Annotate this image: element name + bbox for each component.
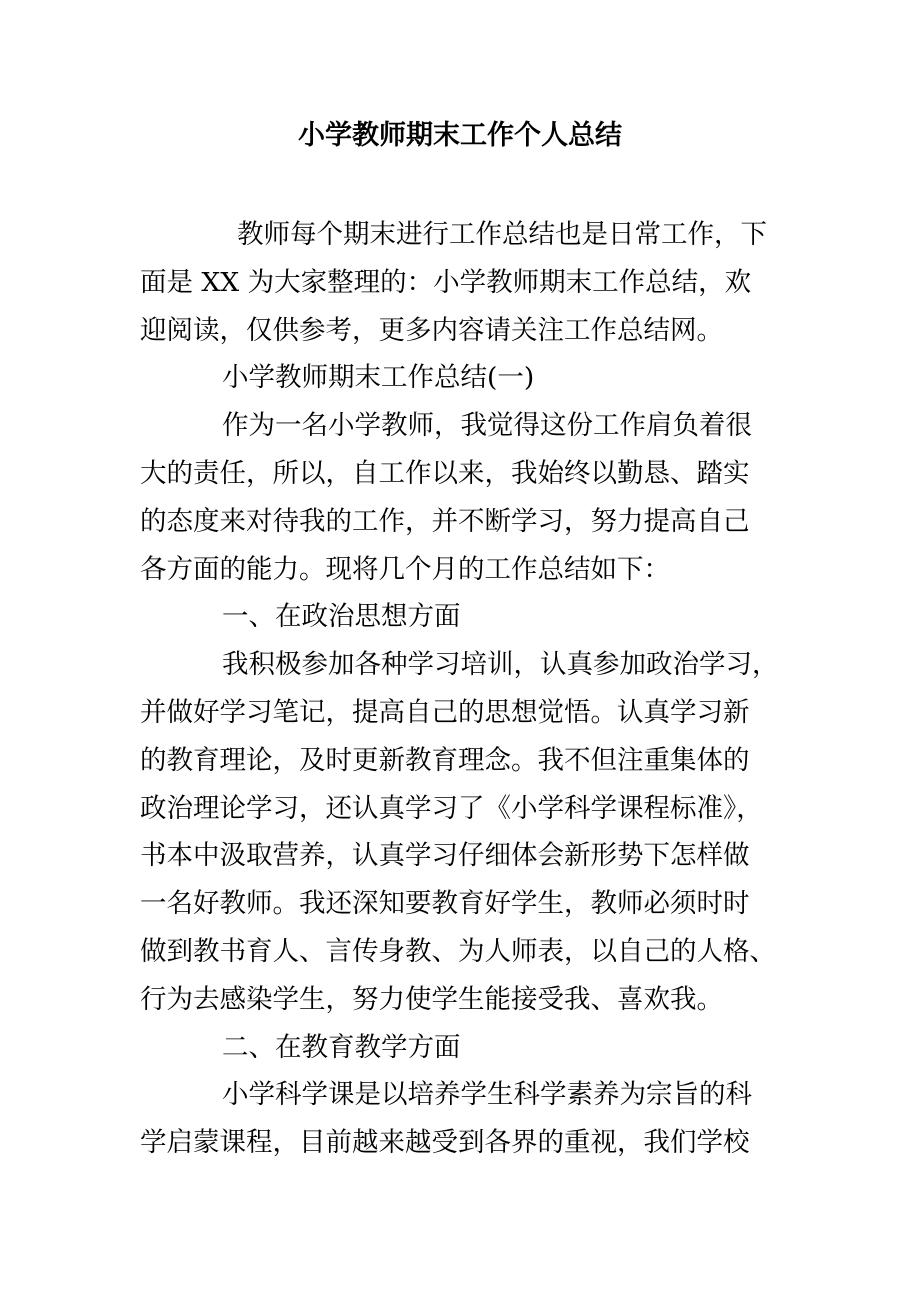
section-heading: 一、在政治思想方面 [222, 601, 461, 633]
text-line: 学启蒙课程，目前越来越受到各界的重视，我们学校 [140, 1127, 750, 1159]
text-line: 迎阅读，仅供参考，更多内容请关注工作总结网。 [140, 314, 723, 346]
section-subtitle: 小学教师期末工作总结(一) [222, 362, 535, 394]
text-line: 各方面的能力。现将几个月的工作总结如下： [140, 553, 670, 585]
text-line: 教师每个期末进行工作总结也是日常工作，下 [237, 219, 767, 250]
text-line: 的态度来对待我的工作，并不断学习，努力提高自己 [140, 505, 750, 537]
text-line: 行为去感染学生，努力使学生能接受我、喜欢我。 [140, 983, 723, 1015]
text-line: 面是 XX 为大家整理的：小学教师期末工作总结，欢 [140, 266, 752, 298]
document-body [140, 211, 800, 1167]
text-line: 作为一名小学教师，我觉得这份工作肩负着很 [222, 410, 752, 442]
text-line: 并做好学习笔记，提高自己的思想觉悟。认真学习新 [140, 696, 750, 728]
text-line: 的教育理论，及时更新教育理念。我不但注重集体的 [140, 744, 750, 776]
text-line: 书本中汲取营养，认真学习仔细体会新形势下怎样做 [140, 840, 750, 872]
text-line: 我积极参加各种学习培训，认真参加政治学习， [222, 649, 779, 681]
text-line: 一名好教师。我还深知要教育好学生，教师必须时时 [140, 888, 750, 920]
text-line: 小学科学课是以培养学生科学素养为宗旨的科 [222, 1079, 752, 1111]
section-heading: 二、在教育教学方面 [222, 1031, 461, 1063]
text-line: 政治理论学习，还认真学习了《小学科学课程标准》， [140, 792, 763, 824]
document-title: 小学教师期末工作个人总结 [298, 120, 622, 151]
text-line: 大的责任，所以，自工作以来，我始终以勤恳、踏实 [140, 457, 750, 489]
text-line: 做到教书育人、言传身教、为人师表，以自己的人格、 [140, 935, 776, 967]
